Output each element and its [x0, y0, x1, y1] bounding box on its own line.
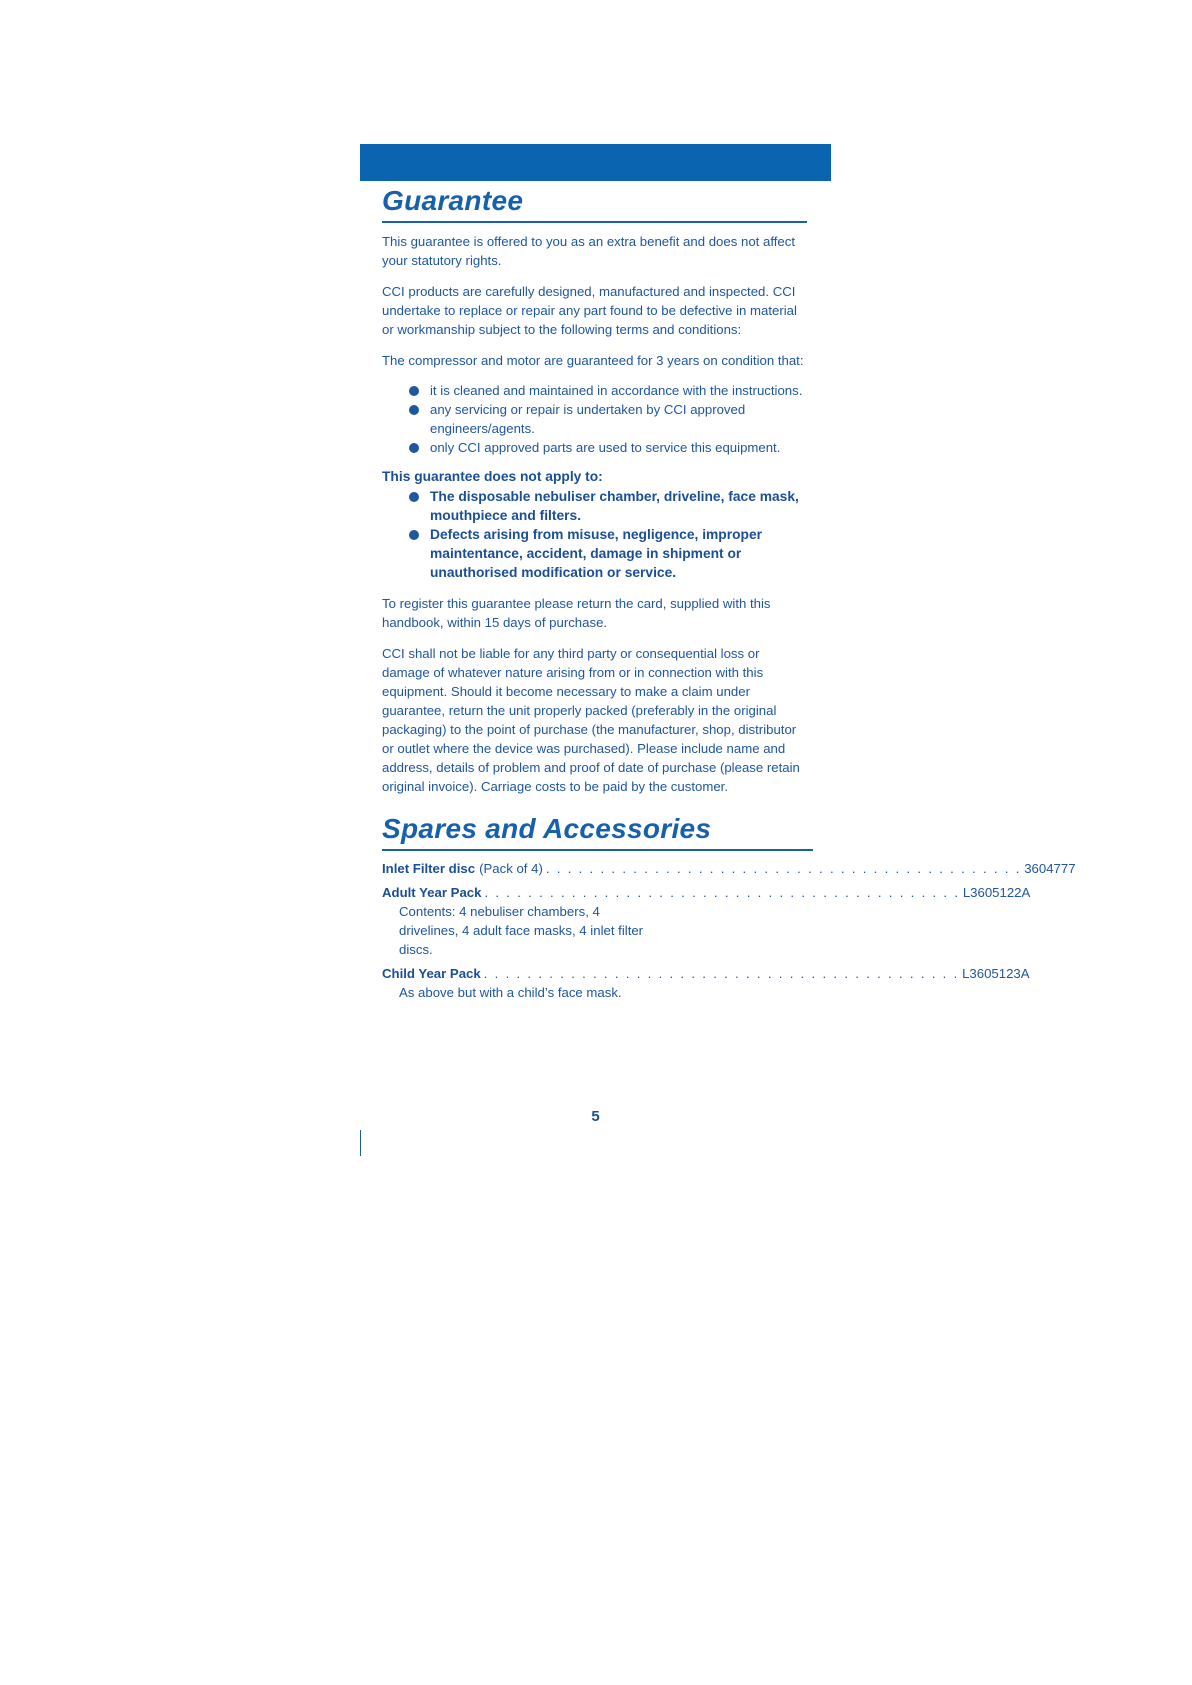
spare-name: Inlet Filter disc [382, 860, 476, 876]
spares-title: Spares and Accessories [382, 812, 712, 844]
spare-description: Contents: 4 nebuliser chambers, 4 drivelines, 4 adult face masks, 4 inlet filter discs. [399, 903, 644, 957]
registration-text: To register this guarantee please return the card, supplied with this handbook, within 15 days of purchase. [382, 595, 771, 630]
spare-name: Adult Year Pack [382, 884, 482, 900]
spare-name: Child Year Pack [382, 965, 481, 981]
bullet-icon [409, 530, 419, 540]
spare-line [382, 964, 1030, 983]
list-item: The disposable nebuliser chamber, driveline, face mask, mouthpiece and filters. [408, 487, 807, 525]
spare-note: (Pack of 4) [479, 860, 543, 876]
spares-title-rule [382, 849, 813, 851]
guarantee-intro: This guarantee is offered to you as an extra benefit and does not affect your statutory rights. [382, 233, 795, 268]
margin-line [360, 1130, 361, 1156]
guarantee-terms-intro: CCI products are carefully designed, manufactured and inspected. CCI undertake to replace or repair any part found to be defective in material or workmanship subject to the following terms and conditions: [382, 283, 797, 337]
spare-code: 3604777 [1024, 860, 1076, 876]
handbook-page [360, 144, 1076, 1156]
guarantee-period: The compressor and motor are guaranteed for 3 years on condition that: [382, 352, 804, 368]
header-color-bar [360, 144, 831, 181]
list-item: it is cleaned and maintained in accordance with the instructions. [408, 381, 807, 400]
dot-leader: . . . . . . . . . . . . . . . . . . . . . . . . . . . . . . . . . . . . . . . . . . . . [545, 860, 1022, 876]
page-number: 5 [591, 1108, 600, 1125]
spare-item-child-year-pack [382, 964, 1030, 1002]
guarantee-title: Guarantee [382, 185, 524, 216]
spare-line [382, 859, 1076, 878]
exclusions-heading: This guarantee does not apply to: [382, 468, 603, 484]
spare-description: As above but with a child’s face mask. [399, 984, 622, 1000]
page-content [382, 181, 1076, 1002]
guarantee-conditions-list [382, 381, 807, 457]
liability-text: CCI shall not be liable for any third party or consequential loss or damage of whatever nature arising from or in connection with this equipment. Should it become necessary to make a claim under guarantee, return the unit properly packed (preferably in the original packaging) to the point of purchase (the manufacturer, shop, distributor or outlet where the device was purchased). Please include name and address, details of problem and proof of date of purchase (please retain original invoice). Carriage costs to be paid by the customer. [382, 645, 800, 794]
dot-leader: . . . . . . . . . . . . . . . . . . . . . . . . . . . . . . . . . . . . . . . . . . . . [484, 884, 960, 900]
bullet-icon [409, 492, 419, 502]
spare-item-adult-year-pack [382, 883, 1031, 959]
spare-item-inlet-filter [382, 859, 1076, 878]
spare-code: L3605123A [962, 965, 1030, 981]
spare-code: L3605122A [962, 884, 1031, 900]
list-item: only CCI approved parts are used to service this equipment. [408, 438, 807, 457]
guarantee-title-rule [382, 221, 807, 223]
bullet-icon [409, 386, 419, 396]
bullet-icon [409, 443, 419, 453]
list-item: any servicing or repair is undertaken by CCI approved engineers/agents. [408, 400, 807, 438]
dot-leader: . . . . . . . . . . . . . . . . . . . . . . . . . . . . . . . . . . . . . . . . . . . . [483, 965, 960, 981]
bullet-icon [409, 405, 419, 415]
spare-line [382, 883, 1031, 902]
list-item: Defects arising from misuse, negligence, improper maintentance, accident, damage in shipment or unauthorised modification or service. [408, 525, 807, 582]
exclusions-list [382, 487, 807, 582]
